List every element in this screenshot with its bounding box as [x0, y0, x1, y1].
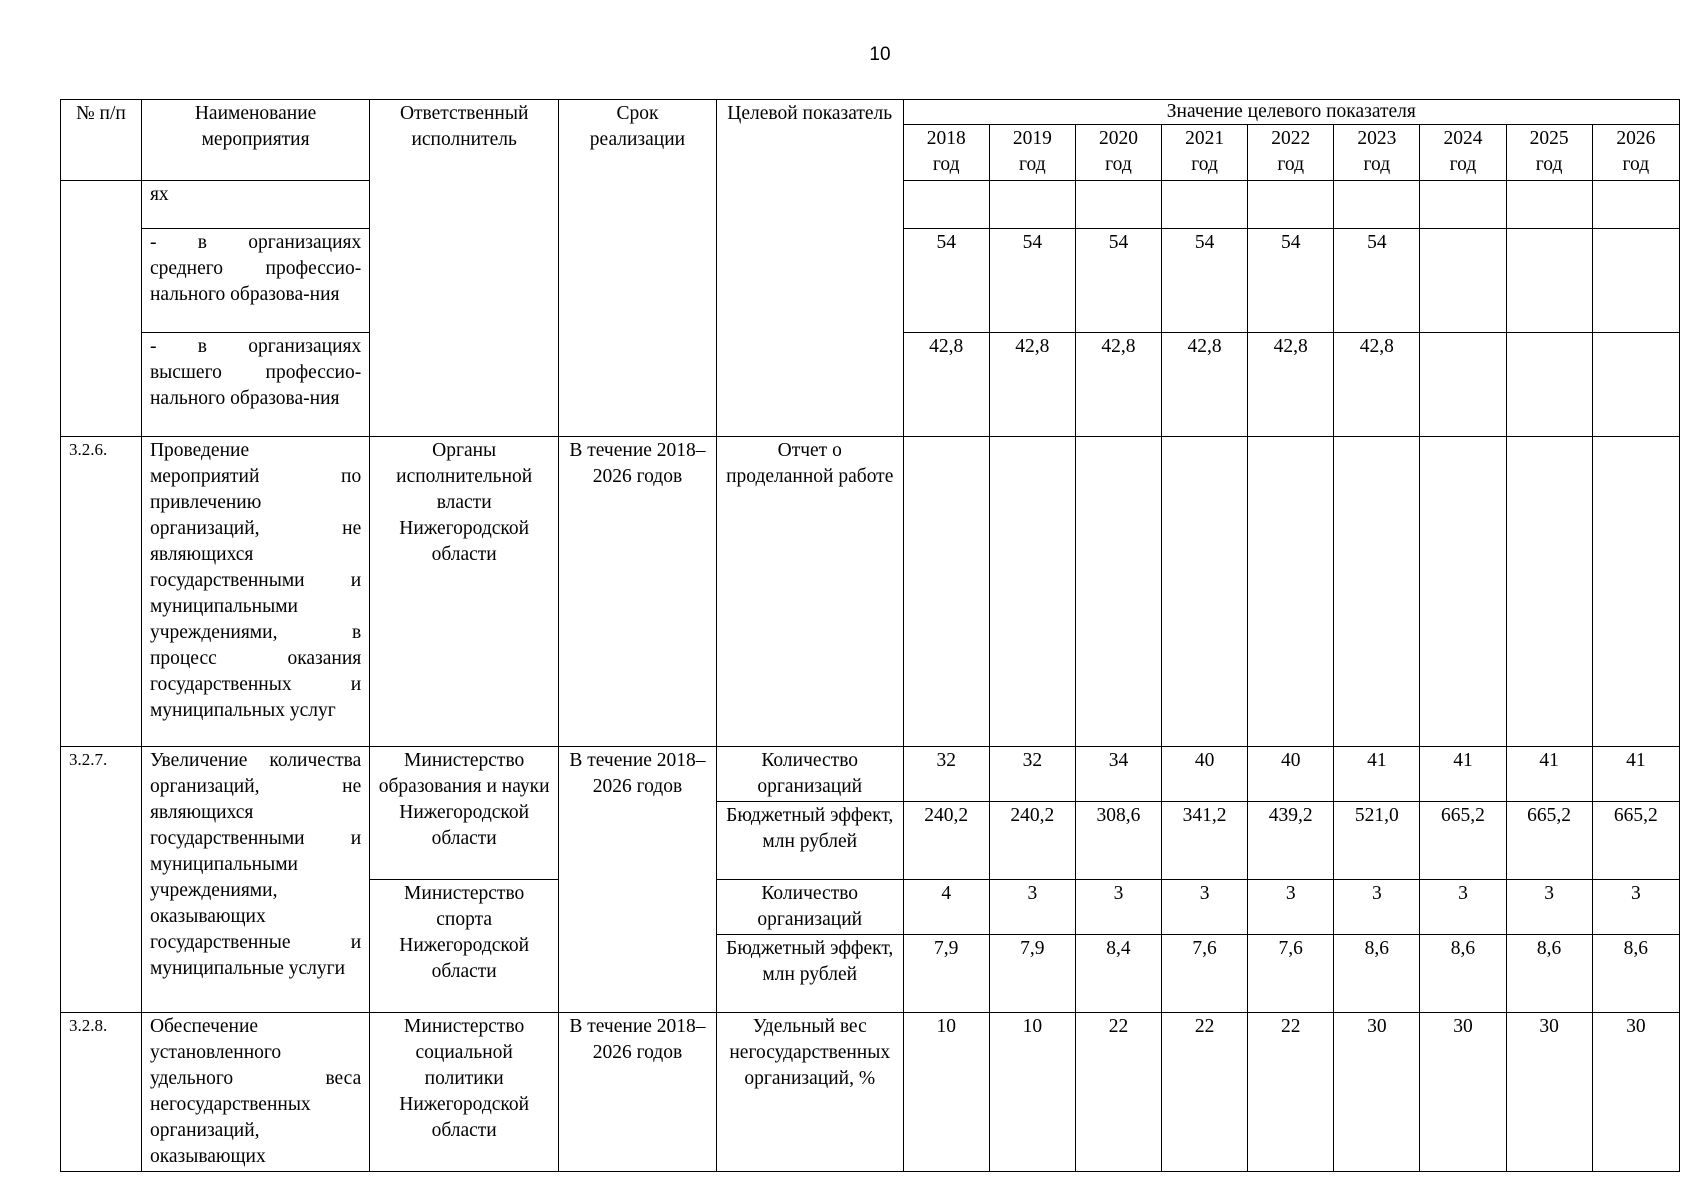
activity-name: Проведение мероприятий по привлечению организаций, не являющихся государственными и муниципальными учреждениями, в процесс оказания государственных и муниципальных услуг: [141, 437, 369, 747]
year-header: 2020 год: [1075, 125, 1161, 181]
year-header: 2023 год: [1334, 125, 1420, 181]
header-num: № п/п: [61, 100, 142, 181]
cont-num-cell: [61, 181, 142, 437]
year-header: 2024 год: [1420, 125, 1506, 181]
value-cell: 10: [989, 1013, 1075, 1172]
value-cell: 42,8: [1162, 333, 1248, 437]
value-cell: 22: [1162, 1013, 1248, 1172]
value-cell: [1506, 229, 1592, 333]
value-cell: 54: [1162, 229, 1248, 333]
header-executor: Ответственный исполнитель: [370, 100, 559, 437]
activity-name: Обеспечение установленного удельного веса негосударственных организаций, оказывающих: [141, 1013, 369, 1172]
value-cell: 32: [903, 747, 989, 802]
value-cell: [1420, 333, 1506, 437]
value-cell: 8,6: [1506, 935, 1592, 1013]
value-cell: [1592, 333, 1679, 437]
value-cell: 3: [1334, 880, 1420, 935]
indicator: Бюджетный эффект, млн рублей: [716, 935, 903, 1013]
cont-name-0: ях: [141, 181, 369, 229]
value-cell: 3: [1592, 880, 1679, 935]
row-number: 3.2.6.: [61, 437, 142, 747]
value-cell: 34: [1075, 747, 1161, 802]
row-3-2-6: [61, 437, 1680, 747]
value-cell: 3: [1075, 880, 1161, 935]
indicator: Удельный вес негосударственных организаций, %: [716, 1013, 903, 1172]
executor: Министерство образования и науки Нижегородской области: [370, 747, 559, 880]
value-cell: 42,8: [1075, 333, 1161, 437]
executor: Министерство спорта Нижегородской области: [370, 880, 559, 1013]
value-cell: 439,2: [1248, 802, 1334, 880]
row-number: 3.2.8.: [61, 1013, 142, 1172]
value-cell: 41: [1592, 747, 1679, 802]
value-cell: 7,6: [1248, 935, 1334, 1013]
value-cell: 7,9: [903, 935, 989, 1013]
page-number: 10: [869, 44, 891, 65]
value-cell: 30: [1506, 1013, 1592, 1172]
header-term: Срок реализации: [559, 100, 717, 437]
executor: Органы исполнительной власти Нижегородской области: [370, 437, 559, 747]
value-cell: 665,2: [1506, 802, 1592, 880]
value-cell: 22: [1248, 1013, 1334, 1172]
value-cell: 41: [1420, 747, 1506, 802]
indicator: Отчет о проделанной работе: [716, 437, 903, 747]
value-cell: 42,8: [1334, 333, 1420, 437]
header-row-1: [61, 100, 1680, 125]
year-header: 2018 год: [903, 125, 989, 181]
value-cell: 42,8: [1248, 333, 1334, 437]
activity-name: Увеличение количества организаций, не являющихся государственными и муниципальными учреждениями, оказывающих государственные и муниципальные услуги: [141, 747, 369, 1013]
header-name: Наименование мероприятия: [141, 100, 369, 181]
indicator: Количество организаций: [716, 747, 903, 802]
indicator: Бюджетный эффект, млн рублей: [716, 802, 903, 880]
value-cell: 3: [989, 880, 1075, 935]
value-cell: 665,2: [1592, 802, 1679, 880]
value-cell: 40: [1248, 747, 1334, 802]
value-cell: 54: [989, 229, 1075, 333]
value-cell: 30: [1592, 1013, 1679, 1172]
value-cell: 7,9: [989, 935, 1075, 1013]
value-cell: 8,6: [1334, 935, 1420, 1013]
value-cell: 40: [1162, 747, 1248, 802]
term: В течение 2018–2026 годов: [559, 437, 717, 747]
value-cell: 341,2: [1162, 802, 1248, 880]
value-cell: 42,8: [989, 333, 1075, 437]
value-cell: 240,2: [989, 802, 1075, 880]
value-cell: 7,6: [1162, 935, 1248, 1013]
header-values-title: Значение целевого показателя: [903, 100, 1679, 125]
value-cell: 3: [1162, 880, 1248, 935]
value-cell: 8,6: [1420, 935, 1506, 1013]
year-header: 2025 год: [1506, 125, 1592, 181]
indicator: Количество организаций: [716, 880, 903, 935]
year-header: 2019 год: [989, 125, 1075, 181]
value-cell: 42,8: [903, 333, 989, 437]
value-cell: 54: [1075, 229, 1161, 333]
value-cell: 3: [1420, 880, 1506, 935]
target-indicators-table: [60, 99, 1680, 1172]
executor: Министерство социальной политики Нижегородской области: [370, 1013, 559, 1172]
value-cell: 54: [1248, 229, 1334, 333]
value-cell: 54: [1334, 229, 1420, 333]
value-cell: 308,6: [1075, 802, 1161, 880]
year-header: 2022 год: [1248, 125, 1334, 181]
value-cell: 3: [1506, 880, 1592, 935]
year-header: 2026 год: [1592, 125, 1679, 181]
value-cell: 10: [903, 1013, 989, 1172]
value-cell: 8,6: [1592, 935, 1679, 1013]
value-cell: 41: [1334, 747, 1420, 802]
value-cell: 30: [1334, 1013, 1420, 1172]
term: В течение 2018–2026 годов: [559, 747, 717, 1013]
value-cell: 30: [1420, 1013, 1506, 1172]
cont-name-1: - в организациях среднего профессио-нального образова-ния: [141, 229, 369, 333]
year-header: 2021 год: [1162, 125, 1248, 181]
row-number: 3.2.7.: [61, 747, 142, 1013]
value-cell: [1592, 229, 1679, 333]
term: В течение 2018–2026 годов: [559, 1013, 717, 1172]
value-cell: 32: [989, 747, 1075, 802]
row-3-2-8: [61, 1013, 1680, 1172]
value-cell: 22: [1075, 1013, 1161, 1172]
header-indicator: Целевой показатель: [716, 100, 903, 437]
value-cell: 41: [1506, 747, 1592, 802]
value-cell: [1420, 229, 1506, 333]
value-cell: 8,4: [1075, 935, 1161, 1013]
row-3-2-7-a: [61, 747, 1680, 802]
value-cell: 240,2: [903, 802, 989, 880]
cont-name-2: - в организациях высшего профессио-нального образова-ния: [141, 333, 369, 437]
value-cell: 54: [903, 229, 989, 333]
value-cell: 521,0: [1334, 802, 1420, 880]
value-cell: 4: [903, 880, 989, 935]
value-cell: [1506, 333, 1592, 437]
value-cell: 3: [1248, 880, 1334, 935]
value-cell: 665,2: [1420, 802, 1506, 880]
